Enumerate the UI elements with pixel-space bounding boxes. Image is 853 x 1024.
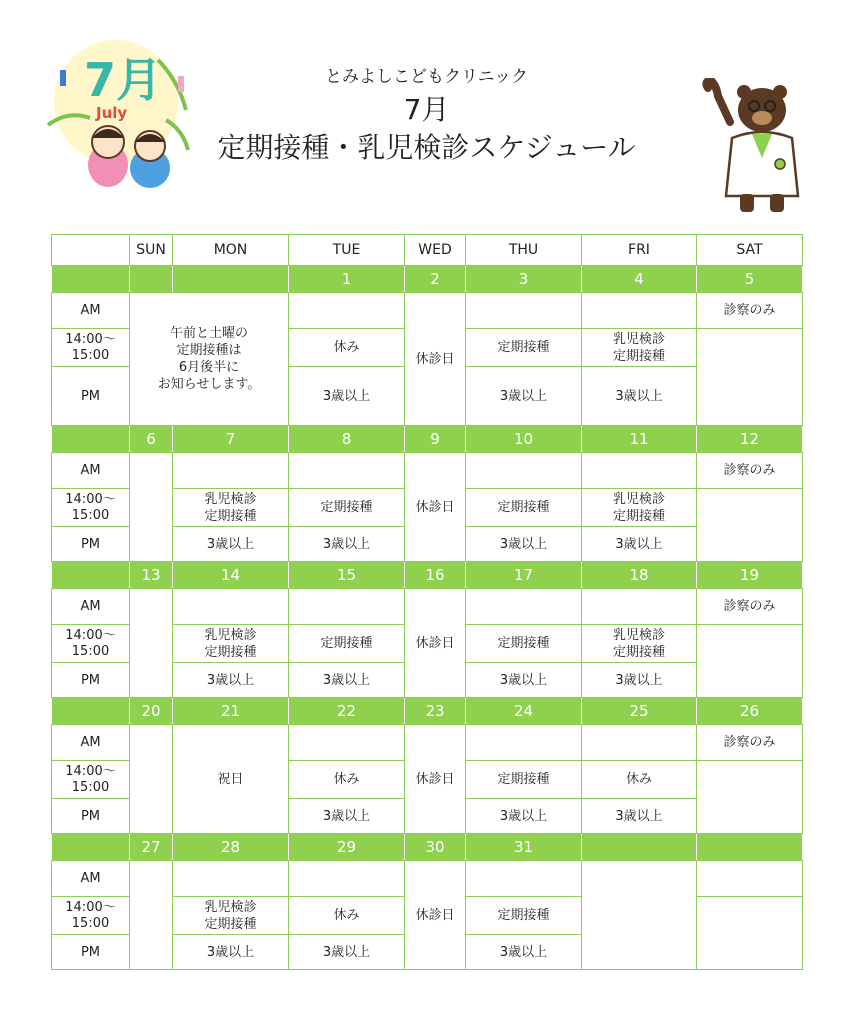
- sat-am-cell: 診察のみ: [697, 725, 803, 761]
- date-cell: 13: [130, 562, 173, 589]
- date-label-cell: [52, 698, 130, 725]
- date-cell: 2: [405, 266, 466, 293]
- schedule-cell: [582, 293, 697, 329]
- date-cell: 25: [582, 698, 697, 725]
- date-cell: [697, 834, 803, 861]
- schedule-cell: [173, 861, 289, 897]
- weekday-wed: WED: [405, 235, 466, 266]
- schedule-cell: 3歳以上: [289, 367, 405, 426]
- sat-am-cell: 診察のみ: [697, 589, 803, 625]
- page-title: 定期接種・乳児検診スケジュール: [217, 131, 636, 164]
- weekday-sat: SAT: [697, 235, 803, 266]
- schedule-cell: 3歳以上: [466, 935, 582, 970]
- am-row: [52, 293, 803, 329]
- date-cell: 31: [466, 834, 582, 861]
- schedule-cell: 3歳以上: [466, 527, 582, 562]
- schedule-cell: [466, 453, 582, 489]
- date-cell: 1: [289, 266, 405, 293]
- date-cell: 14: [173, 562, 289, 589]
- sunday-cell: [130, 725, 173, 834]
- sunday-cell: [130, 589, 173, 698]
- closed-day-cell: 休診日: [405, 589, 466, 698]
- am-row: [52, 861, 803, 897]
- schedule-cell: [582, 453, 697, 489]
- date-cell: [173, 266, 289, 293]
- sat-am-cell: 診察のみ: [697, 453, 803, 489]
- schedule-cell: 定期接種: [289, 489, 405, 527]
- schedule-cell: 3歳以上: [582, 527, 697, 562]
- schedule-cell: 休み: [289, 329, 405, 367]
- schedule-cell: 3歳以上: [289, 935, 405, 970]
- schedule-cell: 定期接種: [466, 625, 582, 663]
- weekday-mon: MON: [173, 235, 289, 266]
- date-cell: 11: [582, 426, 697, 453]
- date-row: [52, 426, 803, 453]
- bear-doctor-illustration: [700, 78, 815, 218]
- page-month: 7月: [403, 93, 450, 126]
- row-label-am: AM: [52, 453, 130, 489]
- schedule-cell: [289, 589, 405, 625]
- date-cell: 29: [289, 834, 405, 861]
- date-cell: 17: [466, 562, 582, 589]
- header-corner: [52, 235, 130, 266]
- schedule-cell: [289, 293, 405, 329]
- date-cell: 4: [582, 266, 697, 293]
- closed-day-cell: 休診日: [405, 861, 466, 970]
- date-row: [52, 834, 803, 861]
- date-cell: 20: [130, 698, 173, 725]
- date-cell: 28: [173, 834, 289, 861]
- am-row: [52, 725, 803, 761]
- schedule-cell: [582, 725, 697, 761]
- clinic-name: とみよしこどもクリニック: [325, 67, 528, 87]
- date-cell: 22: [289, 698, 405, 725]
- date-label-cell: [52, 266, 130, 293]
- am-row: [52, 453, 803, 489]
- date-cell: 27: [130, 834, 173, 861]
- date-cell: 23: [405, 698, 466, 725]
- notice-cell: 午前と土曜の 定期接種は 6月後半に お知らせします。: [130, 293, 289, 426]
- schedule-cell: [697, 625, 803, 698]
- date-cell: 18: [582, 562, 697, 589]
- closed-day-cell: 休診日: [405, 293, 466, 426]
- schedule-cell: [697, 329, 803, 426]
- row-label-pm: PM: [52, 663, 130, 698]
- closed-day-cell: 休診日: [405, 453, 466, 562]
- am-row: [52, 589, 803, 625]
- schedule-cell: [289, 861, 405, 897]
- schedule-cell: [697, 897, 803, 970]
- date-cell: 12: [697, 426, 803, 453]
- row-label-mid: 14:00〜 15:00: [52, 761, 130, 799]
- weekday-tue: TUE: [289, 235, 405, 266]
- date-cell: 30: [405, 834, 466, 861]
- badge-english-text: July: [96, 104, 128, 122]
- schedule-cell: 3歳以上: [289, 527, 405, 562]
- schedule-cell: 定期接種: [289, 625, 405, 663]
- row-label-am: AM: [52, 861, 130, 897]
- weekday-header-row: [52, 235, 803, 266]
- sat-am-cell: 診察のみ: [697, 293, 803, 329]
- date-row: [52, 562, 803, 589]
- date-label-cell: [52, 834, 130, 861]
- schedule-cell: 定期接種: [466, 761, 582, 799]
- schedule-cell: [697, 489, 803, 562]
- row-label-pm: PM: [52, 799, 130, 834]
- row-label-am: AM: [52, 725, 130, 761]
- schedule-cell: [697, 861, 803, 897]
- schedule-cell: [173, 589, 289, 625]
- schedule-cell: [466, 293, 582, 329]
- schedule-cell: 3歳以上: [466, 799, 582, 834]
- row-label-pm: PM: [52, 935, 130, 970]
- row-label-am: AM: [52, 589, 130, 625]
- schedule-cell: [697, 761, 803, 834]
- date-cell: 21: [173, 698, 289, 725]
- schedule-cell: 乳児検診 定期接種: [582, 489, 697, 527]
- row-label-mid: 14:00〜 15:00: [52, 625, 130, 663]
- schedule-cell: 乳児検診 定期接種: [582, 625, 697, 663]
- row-label-pm: PM: [52, 527, 130, 562]
- schedule-cell: [289, 453, 405, 489]
- schedule-cell: 休み: [289, 761, 405, 799]
- schedule-cell: [289, 725, 405, 761]
- date-cell: [130, 266, 173, 293]
- schedule-cell: 定期接種: [466, 489, 582, 527]
- date-cell: 5: [697, 266, 803, 293]
- weekday-fri: FRI: [582, 235, 697, 266]
- schedule-cell: 乳児検診 定期接種: [582, 329, 697, 367]
- row-label-am: AM: [52, 293, 130, 329]
- schedule-cell: 3歳以上: [173, 663, 289, 698]
- bear-doctor-icon: [706, 80, 798, 212]
- row-label-mid: 14:00〜 15:00: [52, 897, 130, 935]
- schedule-cell: 3歳以上: [582, 799, 697, 834]
- date-cell: 8: [289, 426, 405, 453]
- date-cell: 9: [405, 426, 466, 453]
- date-cell: 16: [405, 562, 466, 589]
- schedule-table: [51, 234, 803, 970]
- schedule-cell: 3歳以上: [582, 663, 697, 698]
- sunday-cell: [130, 453, 173, 562]
- weekday-sun: SUN: [130, 235, 173, 266]
- schedule-cell: [466, 861, 582, 897]
- date-cell: 24: [466, 698, 582, 725]
- schedule-cell: 3歳以上: [173, 527, 289, 562]
- date-label-cell: [52, 426, 130, 453]
- row-label-mid: 14:00〜 15:00: [52, 329, 130, 367]
- schedule-cell: 3歳以上: [466, 663, 582, 698]
- date-row: [52, 698, 803, 725]
- schedule-cell: [466, 589, 582, 625]
- schedule-cell: 3歳以上: [582, 367, 697, 426]
- weekday-thu: THU: [466, 235, 582, 266]
- schedule-cell: [466, 725, 582, 761]
- date-cell: 10: [466, 426, 582, 453]
- holiday-cell: 祝日: [173, 725, 289, 834]
- sunday-cell: [130, 861, 173, 970]
- schedule-cell: [173, 453, 289, 489]
- schedule-cell: 乳児検診 定期接種: [173, 897, 289, 935]
- date-label-cell: [52, 562, 130, 589]
- row-label-pm: PM: [52, 367, 130, 426]
- row-label-mid: 14:00〜 15:00: [52, 489, 130, 527]
- date-cell: [582, 834, 697, 861]
- date-row: [52, 266, 803, 293]
- date-cell: 26: [697, 698, 803, 725]
- schedule-cell: 休み: [582, 761, 697, 799]
- date-cell: 6: [130, 426, 173, 453]
- badge-month-text: 7月: [84, 53, 163, 107]
- schedule-cell: [582, 589, 697, 625]
- date-cell: 3: [466, 266, 582, 293]
- date-cell: 7: [173, 426, 289, 453]
- schedule-cell: 3歳以上: [289, 799, 405, 834]
- schedule-cell: 乳児検診 定期接種: [173, 489, 289, 527]
- header: [0, 0, 853, 220]
- date-cell: 15: [289, 562, 405, 589]
- schedule-cell: 3歳以上: [466, 367, 582, 426]
- schedule-cell: 乳児検診 定期接種: [173, 625, 289, 663]
- schedule-cell: 3歳以上: [289, 663, 405, 698]
- schedule-cell: 定期接種: [466, 897, 582, 935]
- date-cell: 19: [697, 562, 803, 589]
- schedule-cell: 定期接種: [466, 329, 582, 367]
- schedule-cell: 休み: [289, 897, 405, 935]
- empty-cell: [582, 861, 697, 970]
- closed-day-cell: 休診日: [405, 725, 466, 834]
- schedule-cell: 3歳以上: [173, 935, 289, 970]
